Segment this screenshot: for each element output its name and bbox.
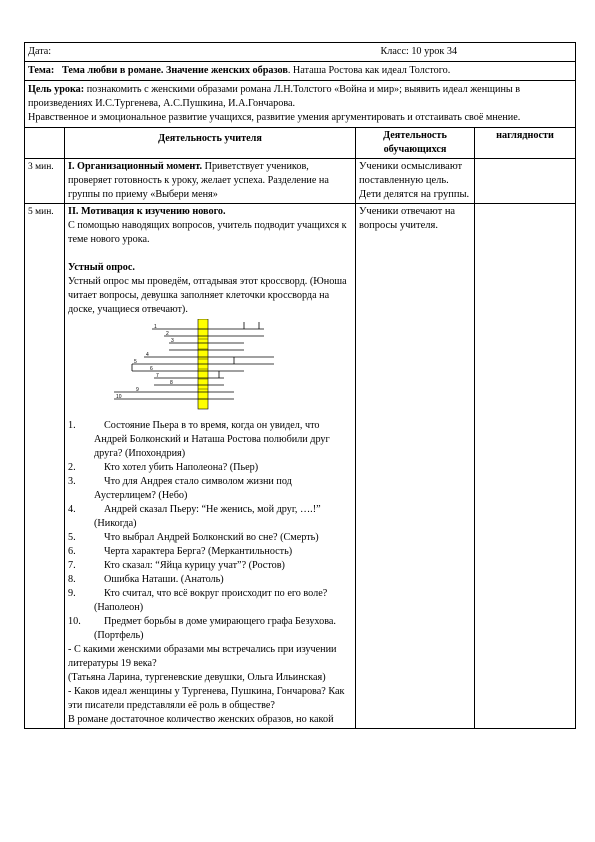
question-text: Состояние Пьера в то время, когда он увидел, что Андрей Болконский и Наташа Ростова полюбили друг друга? (Ипохондрия) — [94, 420, 330, 459]
crossword-grid — [114, 319, 314, 417]
crossword-num: 7 — [156, 373, 159, 379]
topic-subtitle: . Наташа Ростова как идеал Толстого. — [287, 65, 451, 76]
crossword-num: 1 — [154, 324, 157, 330]
crossword-num: 8 — [170, 380, 173, 386]
oral-title: Устный опрос. — [68, 262, 135, 273]
topic-title: Тема любви в романе. Значение женских образов — [61, 65, 288, 76]
org-moment-row — [25, 159, 576, 204]
motivation-visual-cell — [475, 204, 576, 729]
oral-text: Устный опрос мы проведём, отгадывая этот кроссворд. (Юноша читает вопросы, девушка заполняет клеточки кроссворда на доске, учащиеся отвечают). — [68, 276, 347, 315]
goal-cell — [25, 81, 576, 128]
topic-cell — [25, 62, 576, 81]
topic-row — [25, 62, 576, 81]
lesson-plan-page — [24, 42, 575, 729]
tail-line: (Татьяна Ларина, тургеневские девушки, Ольга Ильинская) — [68, 672, 326, 683]
columns-header-row — [25, 128, 576, 159]
lesson-plan-table — [24, 42, 576, 729]
question-item — [68, 545, 352, 559]
visual-header: наглядности — [475, 128, 576, 159]
questions-list — [68, 419, 352, 643]
question-text: Предмет борьбы в доме умирающего графа Безухова. (Портфель) — [94, 616, 336, 641]
motivation-teacher-cell — [65, 204, 356, 729]
question-item — [68, 419, 352, 461]
date-row — [25, 43, 576, 62]
motivation-intro: С помощью наводящих вопросов, учитель подводит учащихся к теме нового урока. — [68, 220, 347, 245]
question-text: Ошибка Наташи. (Анатоль) — [104, 574, 224, 585]
question-number: 8. — [68, 574, 76, 585]
crossword-num: 5 — [134, 359, 137, 365]
question-text: Черта характера Берга? (Меркантильность) — [104, 546, 293, 557]
question-text: Андрей сказал Пьеру: “Не женись, мой друг, ….!” (Никогда) — [94, 504, 321, 529]
question-item — [68, 461, 352, 475]
question-number: 2. — [68, 462, 76, 473]
question-text: Что выбрал Андрей Болконский во сне? (Смерть) — [104, 532, 319, 543]
org-visual-cell — [475, 159, 576, 204]
crossword-num: 9 — [136, 387, 139, 393]
question-text: Кто сказал: “Яйца курицу учат”? (Ростов) — [104, 560, 285, 571]
topic-label: Тема: — [28, 65, 55, 76]
crossword-num: 2 — [166, 331, 169, 337]
question-item — [68, 559, 352, 573]
question-text: Кто считал, что всё вокруг происходит по его воле? (Наполеон) — [94, 588, 328, 613]
question-number: 9. — [68, 588, 76, 599]
crossword-svg — [114, 319, 314, 417]
question-item — [68, 573, 352, 587]
motivation-row — [25, 204, 576, 729]
question-number: 1. — [68, 420, 76, 431]
crossword-num: 3 — [171, 338, 174, 344]
question-number: 5. — [68, 532, 76, 543]
date-cell — [25, 43, 576, 62]
class-label: Класс: 10 урок 34 — [380, 46, 458, 57]
crossword-num: 4 — [146, 352, 149, 358]
question-number: 10. — [68, 616, 81, 627]
org-teacher-cell — [65, 159, 356, 204]
question-number: 3. — [68, 476, 76, 487]
tail-text — [68, 643, 352, 727]
goal-row — [25, 81, 576, 128]
question-text: Кто хотел убить Наполеона? (Пьер) — [104, 462, 259, 473]
students-header: Деятельность обучающихся — [356, 128, 475, 159]
question-number: 4. — [68, 504, 76, 515]
question-number: 6. — [68, 546, 76, 557]
question-item — [68, 587, 352, 615]
goal-text: познакомить с женскими образами романа Л.Н.Толстого «Война и мир»; выявить идеал женщины в произведениях И.С.Тургенева, А.С.Пушкина, И.А.Гончарова. — [28, 84, 521, 109]
question-item — [68, 503, 352, 531]
motivation-time: 5 мин. — [25, 204, 65, 729]
crossword-num: 6 — [150, 366, 153, 372]
question-item — [68, 615, 352, 643]
question-item — [68, 475, 352, 503]
org-text: Приветствует учеников, проверяет готовность к уроку, желает успеха. Разделение на группы по приему «Выбери меня» — [68, 161, 329, 200]
tail-line: В романе достаточное количество женских образов, но какой — [68, 714, 334, 725]
goal-text-2: Нравственное и эмоциональное развитие учащихся, развитие умения аргументировать и отстаивать своё мнение. — [28, 112, 521, 123]
teacher-header: Деятельность учителя — [65, 128, 356, 159]
crossword-num: 10 — [116, 394, 122, 400]
org-time: 3 мин. — [25, 159, 65, 204]
date-label: Дата: — [28, 46, 52, 57]
org-title: I. Организационный момент. — [68, 161, 203, 172]
org-students-cell: Ученики осмысливают поставленную цель. Дети делятся на группы. — [356, 159, 475, 204]
question-number: 7. — [68, 560, 76, 571]
tail-line: - С какими женскими образами мы встречались при изучении литературы 19 века? — [68, 644, 337, 669]
time-header — [25, 128, 65, 159]
motivation-students-cell: Ученики отвечают на вопросы учителя. — [356, 204, 475, 729]
question-text: Что для Андрея стало символом жизни под Аустерлицем? (Небо) — [94, 476, 292, 501]
question-item — [68, 531, 352, 545]
goal-label: Цель урока: — [28, 84, 85, 95]
tail-line: - Каков идеал женщины у Тургенева, Пушкина, Гончарова? Как эти писатели представляли её роль в обществе? — [68, 686, 345, 711]
motivation-title: II. Мотивация к изучению нового. — [68, 206, 226, 217]
crossword-numbers — [116, 324, 174, 400]
